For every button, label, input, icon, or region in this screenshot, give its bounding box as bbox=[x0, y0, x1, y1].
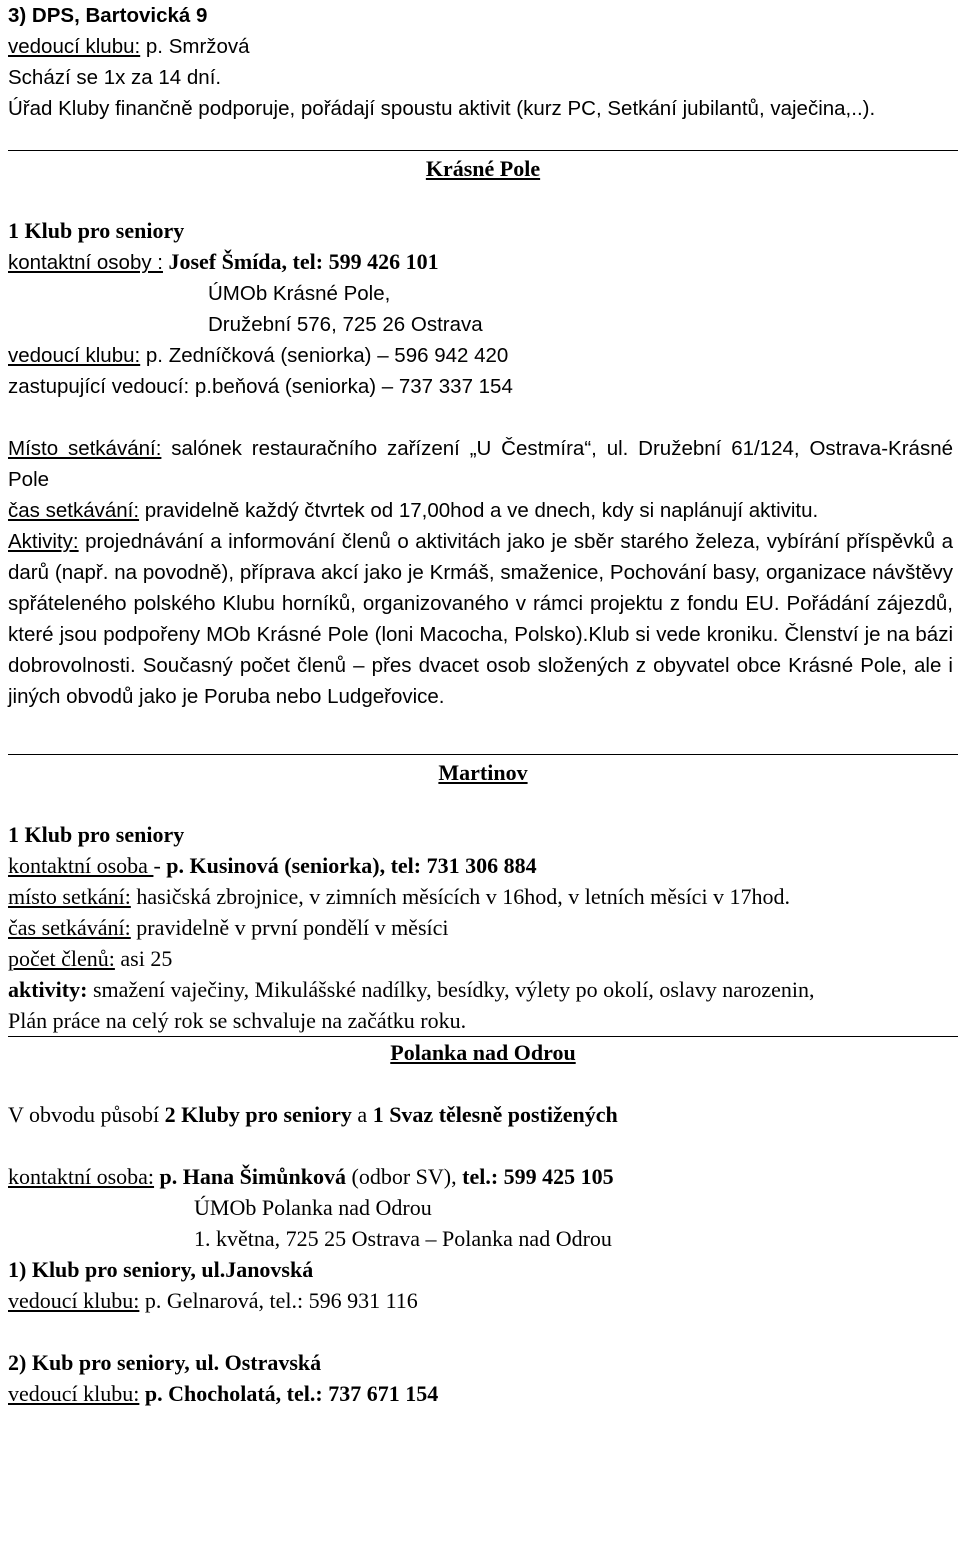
dps-section bbox=[8, 0, 958, 124]
leader-label: vedoucí klubu: bbox=[8, 1288, 140, 1313]
address2-street: Družební 576, bbox=[208, 313, 337, 336]
contact-label: kontaktní osoba: bbox=[8, 1164, 155, 1189]
place-label: Místo setkávání: bbox=[8, 437, 162, 460]
martinov-activities bbox=[8, 974, 888, 1005]
place-label: místo setkání: bbox=[8, 884, 131, 909]
leader-value: p. Chocholatá, tel.: 737 671 154 bbox=[139, 1381, 439, 1406]
leader-label: vedoucí klubu: bbox=[8, 1381, 140, 1406]
dps-heading: 3) DPS, Bartovická 9 bbox=[8, 4, 208, 27]
contact-dash: - bbox=[153, 853, 167, 878]
members-label: počet členů: bbox=[8, 946, 115, 971]
polanka-intro bbox=[8, 1099, 958, 1130]
polanka-title: Polanka nad Odrou bbox=[390, 1040, 576, 1065]
dps-leader-label: vedoucí klubu: bbox=[8, 35, 141, 58]
contact-dept: (odbor SV), bbox=[346, 1164, 463, 1189]
time-label: čas setkávání: bbox=[8, 499, 140, 522]
polanka-section bbox=[8, 1037, 958, 1409]
polanka-club1-leader bbox=[8, 1285, 958, 1316]
activities-label: Aktivity: bbox=[8, 530, 79, 553]
intro-and: a bbox=[351, 1102, 373, 1127]
place-value: hasičská zbrojnice, v zimních měsících v 16hod, v letních měsíci v 17hod. bbox=[130, 884, 791, 909]
contact-name: p. Hana Šimůnková bbox=[154, 1164, 347, 1189]
krasne-pole-contact bbox=[8, 246, 958, 278]
martinov-members bbox=[8, 943, 958, 974]
time-value: pravidelně v první pondělí v měsíci bbox=[130, 915, 449, 940]
members-value: asi 25 bbox=[114, 946, 173, 971]
intro-text: V obvodu působí bbox=[8, 1102, 165, 1127]
polanka-address2: 1. května, 725 25 Ostrava – Polanka nad Odrou bbox=[194, 1226, 612, 1251]
time-label: čas setkávání: bbox=[8, 915, 131, 940]
polanka-address1: ÚMOb Polanka nad Odrou bbox=[194, 1195, 432, 1220]
krasne-pole-address2 bbox=[8, 309, 958, 340]
leader-value: p. Zedníčková (seniorka) – 596 942 420 bbox=[140, 344, 509, 367]
krasne-pole-time bbox=[8, 495, 953, 526]
contact-value: p. Kusinová (seniorka), tel: 731 306 884 bbox=[166, 853, 537, 878]
krasne-pole-section bbox=[8, 153, 958, 712]
martinov-section bbox=[8, 757, 958, 1036]
krasne-pole-title: Krásné Pole bbox=[425, 156, 541, 181]
address2-city: 725 26 Ostrava bbox=[336, 313, 483, 336]
activities-value: projednávání a informování členů o aktivitách jako je sběr starého železa, vybírání příspěvků a darů (např. na povodně), příprava akcí jako je Krmáš, smaženice, Pochování basy, organizace návštěvy spřáteleného polského Klubu horníků, organizovaného v rámci projektu z fondu EU. Pořádání zájezdů, které jsou podpořeny MOb Krásné Pole (loni Macocha, Polsko).Klub si vede kroniku. Členství je na bázi dobrovolnosti. Současný počet členů – přes dvacet osob složených z obyvatel obce Krásné Pole, ale i jiných obvodů jako je Poruba nebo Ludgeřovice. bbox=[8, 530, 953, 708]
krasne-pole-activities bbox=[8, 526, 953, 712]
dps-meets: Schází se 1x za 14 dní. bbox=[8, 66, 222, 89]
leader-value: p. Gelnarová, tel.: 596 931 116 bbox=[139, 1288, 418, 1313]
krasne-pole-club: 1 Klub pro seniory bbox=[8, 218, 185, 243]
contact-value: Josef Šmída, tel: 599 426 101 bbox=[162, 249, 439, 274]
activities-label: aktivity: bbox=[8, 977, 88, 1002]
martinov-contact bbox=[8, 850, 958, 881]
contact-label: kontaktní osoba bbox=[8, 853, 154, 878]
dps-leader-name: p. Smržová bbox=[140, 35, 250, 58]
time-value: pravidelně každý čtvrtek od 17,00hod a ve dnech, kdy si naplánují aktivitu. bbox=[139, 499, 819, 522]
place-value: salónek restauračního zařízení „U Čestmíra“, ul. Družební 61/124, Ostrava-Krásné Pole bbox=[8, 437, 953, 491]
polanka-club1: 1) Klub pro seniory, ul.Janovská bbox=[8, 1257, 314, 1282]
polanka-club2-leader bbox=[8, 1378, 958, 1409]
activities-value: smažení vaječiny, Mikulášské nadílky, besídky, výlety po okolí, oslavy narozenin, bbox=[87, 977, 815, 1002]
contact-label: kontaktní osoby : bbox=[8, 251, 163, 274]
martinov-time bbox=[8, 912, 958, 943]
martinov-title: Martinov bbox=[438, 760, 528, 785]
intro-union: 1 Svaz tělesně postižených bbox=[372, 1102, 618, 1127]
krasne-pole-leader bbox=[8, 340, 958, 371]
document-page bbox=[8, 0, 958, 1409]
krasne-pole-deputy: zastupující vedoucí: p.beňová (seniorka) – 737 337 154 bbox=[8, 375, 513, 398]
polanka-club2: 2) Kub pro seniory, ul. Ostravská bbox=[8, 1350, 322, 1375]
polanka-contact bbox=[8, 1161, 958, 1192]
krasne-pole-address1: ÚMOb Krásné Pole, bbox=[208, 282, 391, 305]
martinov-place bbox=[8, 881, 953, 912]
dps-leader bbox=[8, 31, 958, 62]
martinov-plan: Plán práce na celý rok se schvaluje na začátku roku. bbox=[8, 1008, 467, 1033]
martinov-club: 1 Klub pro seniory bbox=[8, 822, 185, 847]
leader-label: vedoucí klubu: bbox=[8, 344, 141, 367]
contact-tel: tel.: 599 425 105 bbox=[462, 1164, 614, 1189]
dps-support: Úřad Kluby finančně podporuje, pořádají spoustu aktivit (kurz PC, Setkání jubilantů, vaječina,..). bbox=[8, 97, 876, 120]
krasne-pole-place bbox=[8, 433, 953, 495]
intro-clubs: 2 Kluby pro seniory bbox=[164, 1102, 352, 1127]
